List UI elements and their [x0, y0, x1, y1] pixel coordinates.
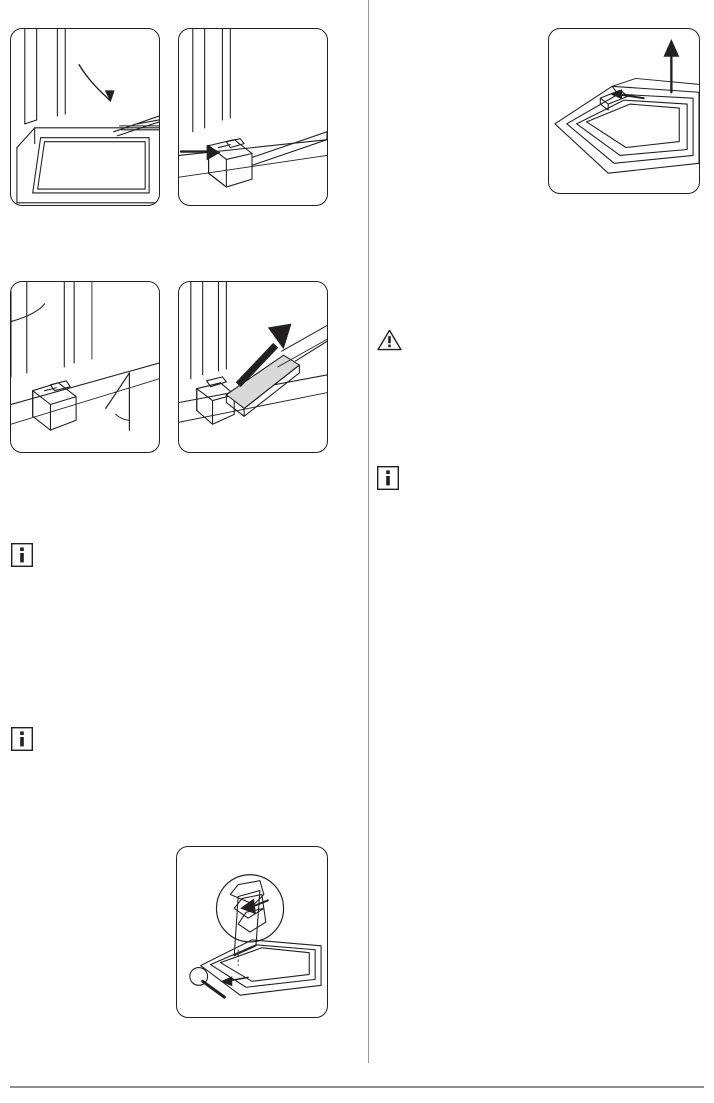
info-icon-left-2	[11, 727, 33, 751]
column-divider	[368, 0, 369, 1063]
figure-hinge-lever-angle	[10, 281, 160, 453]
figure-glass-panel-lift	[548, 28, 700, 194]
figure-door-remove-pull	[178, 281, 328, 453]
info-icon-right-1	[377, 466, 399, 490]
figure-glass-panel-tool	[176, 846, 328, 1018]
footer-rule	[10, 1086, 704, 1088]
figure-oven-door-closing	[10, 28, 160, 206]
figure-hinge-lever-push	[178, 28, 328, 206]
info-icon-left-1	[11, 543, 33, 567]
warning-icon-right-1	[377, 329, 402, 351]
